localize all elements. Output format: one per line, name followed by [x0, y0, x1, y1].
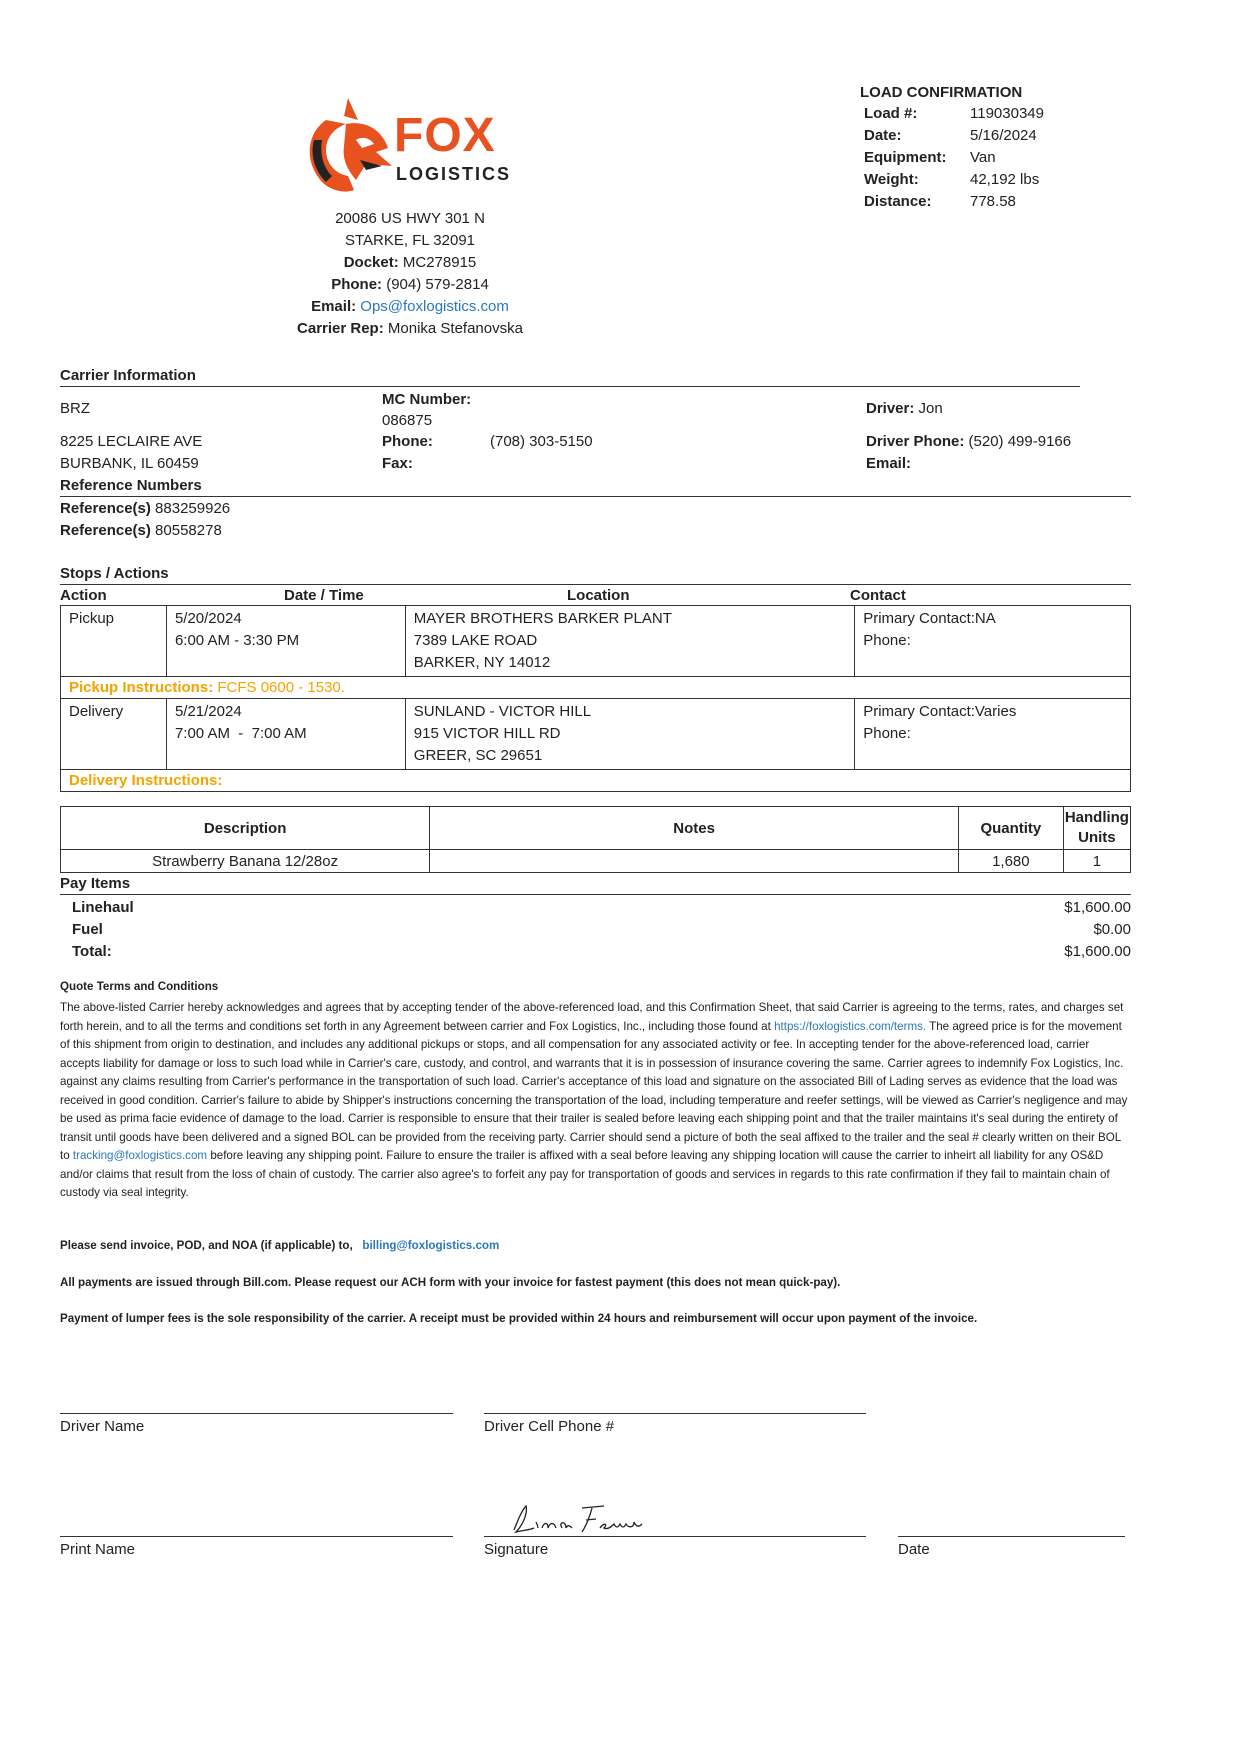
date-line[interactable] — [898, 1536, 1125, 1537]
delivery-location — [405, 699, 854, 770]
stops-header-action: Action — [60, 587, 107, 604]
pickup-time: 6:00 AM - 3:30 PM — [174, 632, 300, 649]
terms-text-3: before leaving any shipping point. Failure to ensure the trailer is affixed with a seal before leaving any shipping location will cause the carrier to inheirt all liability for any OS&D and/or claims that result from the loss of chain of custody. The carrier also agree's to forfeit any pay for transportation of goods and services in regards to this rate confirmation if they fail to maintain chain of custody via seal integrity. — [60, 1149, 1110, 1199]
mc-number-value: 086875 — [382, 412, 433, 429]
pickup-primary-contact: Primary Contact:NA — [863, 610, 996, 627]
item-quantity: 1,680 — [958, 850, 1063, 873]
terms-body — [60, 999, 1132, 1203]
total-label: Total: — [72, 943, 112, 960]
carrier-rep-value: Monika Stefanovska — [387, 320, 523, 337]
pickup-instructions-row — [61, 677, 1131, 699]
carrier-rep — [210, 318, 610, 340]
pickup-action: Pickup — [61, 606, 167, 677]
print-name-label: Print Name — [60, 1541, 136, 1558]
driver-phone-label: Driver Phone: — [866, 433, 965, 450]
phone-label: Phone: — [331, 276, 383, 293]
load-date-row — [864, 127, 1037, 144]
signature-label: Signature — [484, 1541, 549, 1558]
carrier-info-rule — [60, 386, 1080, 387]
logo-brand: FOX — [394, 109, 496, 162]
terms-title: Quote Terms and Conditions — [60, 980, 219, 993]
load-number-row — [864, 105, 1044, 122]
invoice-note — [60, 1239, 499, 1252]
equipment-label: Equipment: — [864, 149, 947, 166]
date-label: Date — [898, 1541, 930, 1558]
pickup-location-name: MAYER BROTHERS BARKER PLANT — [413, 610, 672, 627]
delivery-primary-contact: Primary Contact:Varies — [863, 703, 1017, 720]
delivery-location-name: SUNLAND - VICTOR HILL — [413, 703, 592, 720]
pickup-date: 5/20/2024 — [174, 610, 242, 627]
pickup-phone: Phone: — [863, 632, 911, 649]
pickup-location — [405, 606, 854, 677]
weight-label: Weight: — [864, 171, 919, 188]
item-notes — [430, 850, 959, 873]
carrier-phone-value: (708) 303-5150 — [490, 433, 593, 450]
reference-label: Reference(s) — [60, 522, 151, 539]
load-confirmation-title: LOAD CONFIRMATION — [860, 84, 1023, 101]
pay-items-rule — [60, 894, 1131, 895]
docket-value: MC278915 — [402, 254, 477, 271]
reference-value: 80558278 — [155, 522, 222, 539]
pickup-instructions-value: FCFS 0600 - 1530. — [217, 679, 345, 696]
equipment-value: Van — [970, 149, 996, 166]
pickup-contact — [855, 606, 1131, 677]
distance-value: 778.58 — [970, 193, 1016, 210]
delivery-time: 7:00 AM - 7:00 AM — [174, 725, 307, 742]
carrier-rep-label: Carrier Rep: — [297, 320, 384, 337]
logo-subtitle: LOGISTICS — [396, 164, 512, 184]
lumper-note: Payment of lumper fees is the sole responsibility of the carrier. A receipt must be provided within 24 hours and reimbursement will occur upon payment of the invoice. — [60, 1312, 978, 1325]
weight-value: 42,192 lbs — [970, 171, 1040, 188]
linehaul-value: $1,600.00 — [1064, 899, 1131, 916]
equipment-row — [864, 149, 996, 166]
delivery-datetime — [166, 699, 405, 770]
driver-row — [866, 400, 943, 417]
terms-link[interactable]: https://foxlogistics.com/terms. — [774, 1019, 927, 1033]
driver-label: Driver: — [866, 400, 915, 417]
weight-row — [864, 171, 1039, 188]
signature-icon — [500, 1500, 650, 1538]
items-header-row — [61, 807, 1131, 850]
phone-value: (904) 579-2814 — [386, 276, 489, 293]
distance-label: Distance: — [864, 193, 932, 210]
driver-email-label: Email: — [866, 455, 912, 472]
company-email — [210, 296, 610, 318]
item-description: Strawberry Banana 12/28oz — [61, 850, 430, 873]
delivery-instructions-row — [61, 770, 1131, 792]
terms-text-2: The agreed price is for the movement of this shipment from origin to destination, and includes any additional pickups or stops, and all compensation for any associated activity or fee. In accepting tender for the above-referenced load, carrier accepts liability for damage or loss to such load while in Carrier's care, custody, and control, and warrants that it is in possession of insurance covering the same. Carrier agrees to indemnify Fox Logistics, Inc. against any claims resulting from Carrier's performance in the transportation of such load. Carrier's acceptance of this load and signature on the associated Bill of Lading serves as evidence that the load was received in good condition. Carrier's failure to abide by Shipper's instructions concerning the transportation of the load, including temperature and reefer settings, will be viewed as Carrier's negligence and may be used as prima facie evidence of damage to the load. Carrier is responsible to ensure that their trailer is sealed before leaving each shipping point and that the trailer maintains it's seal during the entirety of transit until goods have been delivered and a signed BOL can be provided from the receiving party. Carrier should send a picture of both the seal affixed to the trailer and the seal # clearly written on their BOL to — [60, 1019, 1128, 1162]
invoice-note-text: Please send invoice, POD, and NOA (if applicable) to, — [60, 1239, 353, 1252]
delivery-location-city: GREER, SC 29651 — [413, 747, 543, 764]
carrier-info-heading: Carrier Information — [60, 367, 196, 384]
carrier-name: BRZ — [60, 400, 90, 417]
reference-value: 883259926 — [155, 500, 231, 517]
driver-value: Jon — [918, 400, 943, 417]
items-header-description: Description — [61, 807, 430, 850]
company-email-link[interactable]: Ops@foxlogistics.com — [360, 298, 509, 315]
email-label: Email: — [311, 298, 357, 315]
items-header-notes: Notes — [430, 807, 959, 850]
stops-table — [60, 605, 1131, 792]
fuel-label: Fuel — [72, 921, 103, 938]
reference-rule — [60, 496, 1131, 497]
pickup-location-city: BARKER, NY 14012 — [413, 654, 551, 671]
billing-email-link[interactable]: billing@foxlogistics.com — [362, 1239, 500, 1252]
fuel-value: $0.00 — [1093, 921, 1131, 938]
total-value: $1,600.00 — [1064, 943, 1131, 960]
pay-items-heading: Pay Items — [60, 875, 131, 892]
delivery-row — [61, 699, 1131, 770]
pickup-location-street: 7389 LAKE ROAD — [413, 632, 538, 649]
docket-label: Docket: — [343, 254, 399, 271]
delivery-phone: Phone: — [863, 725, 911, 742]
carrier-phone-label: Phone: — [382, 433, 433, 450]
driver-name-line[interactable] — [60, 1413, 453, 1414]
handwritten-signature — [500, 1500, 650, 1542]
driver-cell-label: Driver Cell Phone # — [484, 1418, 615, 1435]
reference-label: Reference(s) — [60, 500, 151, 517]
item-handling-units: 1 — [1063, 850, 1130, 873]
company-docket — [210, 252, 610, 274]
pickup-row — [61, 606, 1131, 677]
load-date-label: Date: — [864, 127, 902, 144]
payments-note: All payments are issued through Bill.com. Please request our ACH form with your invoice for fastest payment (this does not mean quick-pay). — [60, 1276, 841, 1289]
linehaul-label: Linehaul — [72, 899, 134, 916]
delivery-action: Delivery — [61, 699, 167, 770]
driver-phone-value: (520) 499-9166 — [968, 433, 1072, 450]
carrier-address-line2: BURBANK, IL 60459 — [60, 455, 199, 472]
reference-numbers-heading: Reference Numbers — [60, 477, 202, 494]
distance-row — [864, 193, 1016, 210]
print-name-line[interactable] — [60, 1536, 453, 1537]
company-address-line2: STARKE, FL 32091 — [344, 232, 476, 249]
pickup-datetime — [166, 606, 405, 677]
stops-header-location: Location — [567, 587, 630, 604]
stops-header-contact: Contact — [850, 587, 906, 604]
pickup-instructions-label: Pickup Instructions: — [69, 679, 214, 696]
company-phone — [210, 274, 610, 296]
units-label: Units — [1078, 829, 1116, 846]
mc-number-label: MC Number: — [382, 391, 472, 408]
stops-rule — [60, 584, 1131, 585]
item-row — [61, 850, 1131, 873]
items-table — [60, 806, 1131, 873]
handling-label: Handling — [1064, 809, 1129, 826]
reference-item — [60, 500, 230, 517]
reference-item — [60, 522, 222, 539]
load-date-value: 5/16/2024 — [970, 127, 1037, 144]
driver-phone-row — [866, 433, 1071, 450]
tracking-email-link[interactable]: tracking@foxlogistics.com — [72, 1149, 208, 1162]
load-number-label: Load #: — [864, 105, 918, 122]
stops-heading: Stops / Actions — [60, 565, 169, 582]
delivery-instructions-label: Delivery Instructions: — [69, 772, 223, 789]
delivery-date: 5/21/2024 — [174, 703, 242, 720]
delivery-location-street: 915 VICTOR HILL RD — [413, 725, 561, 742]
carrier-fax-label: Fax: — [382, 455, 413, 472]
items-header-handling-units — [1063, 807, 1130, 850]
delivery-contact — [855, 699, 1131, 770]
load-number-value: 119030349 — [970, 105, 1044, 122]
driver-name-label: Driver Name — [60, 1418, 145, 1435]
company-address-line1: 20086 US HWY 301 N — [335, 210, 485, 227]
stops-header-datetime: Date / Time — [284, 587, 364, 604]
carrier-address-line1: 8225 LECLAIRE AVE — [60, 433, 203, 450]
driver-cell-line[interactable] — [484, 1413, 866, 1414]
company-logo — [296, 90, 516, 196]
terms-text-1: The above-listed Carrier hereby acknowledges and agrees that by accepting tender of the above-referenced load, and this Confirmation Sheet, that said Carrier is agreeing to the terms, rates, and charges set forth herein, and to all the terms and conditions set forth in any Agreement between carrier and Fox Logistics, Inc., including those found at — [60, 1001, 1124, 1033]
company-address — [210, 208, 610, 340]
items-header-quantity: Quantity — [958, 807, 1063, 850]
